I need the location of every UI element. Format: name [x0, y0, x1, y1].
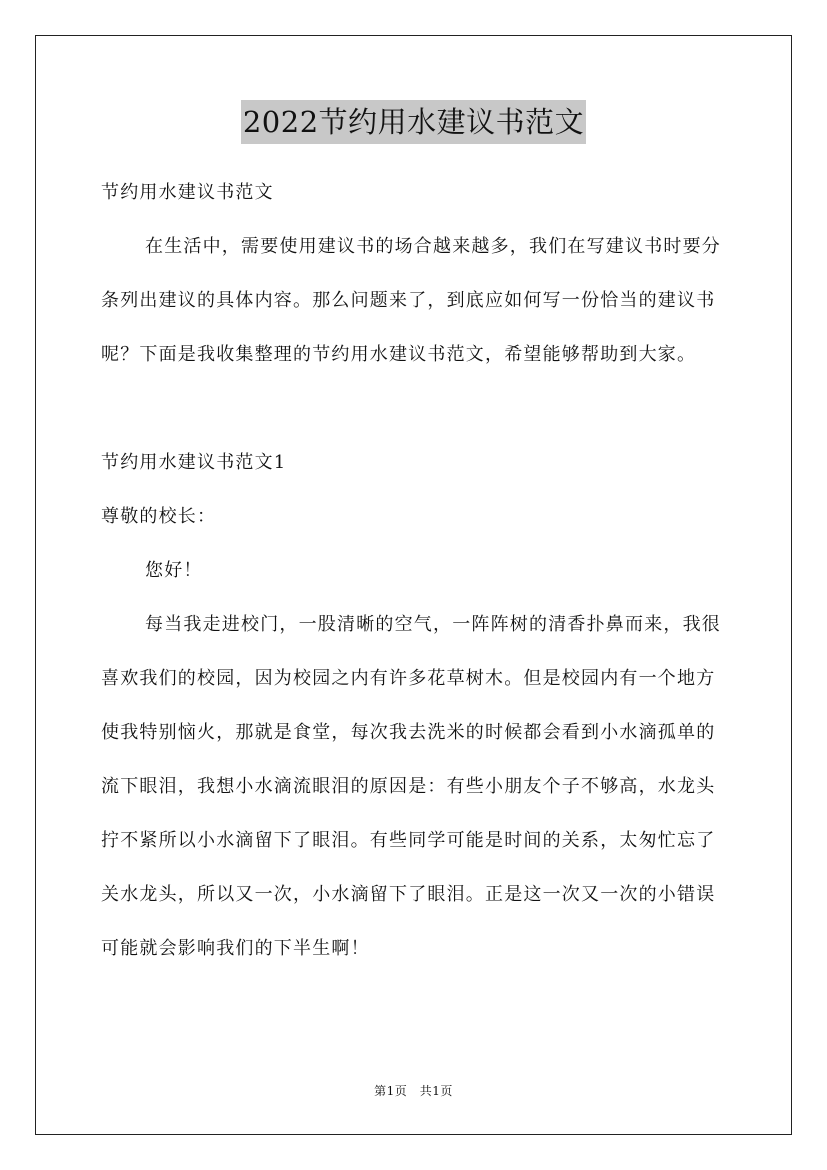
- salutation: 尊敬的校长：: [101, 506, 217, 527]
- essay-title: 节约用水建议书范文1: [101, 452, 287, 473]
- page-footer: 第1页 共1页: [374, 1084, 453, 1098]
- intro-paragraph: 在生活中，需要使用建议书的场合越来越多，我们在写建议书时要分条列出建议的具体内容。那么问题来了，到底应如何写一份恰当的建议书呢？下面是我收集整理的节约用水建议书范文，希望能够帮助到大家。: [101, 236, 721, 365]
- section-heading: 节约用水建议书范文: [101, 182, 274, 203]
- greeting: 您好！: [145, 560, 203, 581]
- document-title: 2022节约用水建议书范文: [241, 100, 586, 144]
- blank-line: [101, 382, 727, 436]
- body-paragraph: 每当我走进校门，一股清晰的空气，一阵阵树的清香扑鼻而来，我很喜欢我们的校园，因为校园之内有许多花草树木。但是校园内有一个地方使我特别恼火，那就是食堂，每次我去洗米的时候都会看到小水滴孤单的流下眼泪，我想小水滴流眼泪的原因是：有些小朋友个子不够高，水龙头拧不紧所以小水滴留下了眼泪。有些同学可能是时间的关系，太匆忙忘了关水龙头，所以又一次，小水滴留下了眼泪。正是这一次又一次的小错误可能就会影响我们的下半生啊！: [101, 614, 721, 959]
- title-container: [0, 100, 827, 144]
- document-body: [101, 166, 727, 976]
